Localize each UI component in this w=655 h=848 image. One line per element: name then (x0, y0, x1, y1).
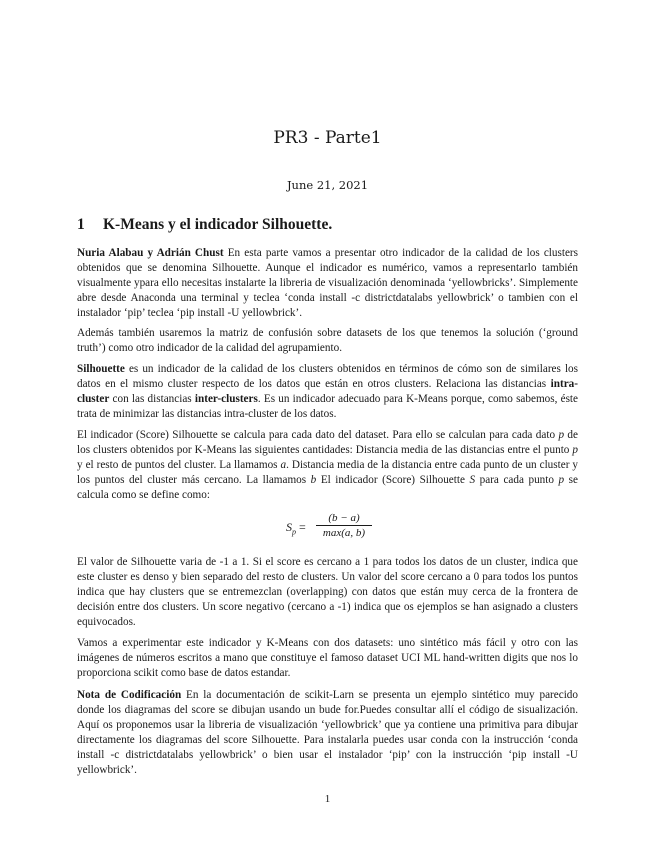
silhouette-formula (0, 512, 655, 546)
formula-lhs (286, 520, 306, 536)
section-heading (77, 216, 577, 234)
fraction-bar (316, 525, 372, 526)
page-number: 1 (324, 793, 331, 805)
term-inter-clusters: inter-clusters (194, 392, 258, 405)
math-var: a (280, 458, 287, 471)
paragraph-score-interpretation (77, 555, 578, 630)
text-run: . Distancia media de la distancia entre cada punto de un cluster y los puntos del cluster más cercano. La llamamos (77, 458, 578, 486)
paragraph-text: El valor de Silhouette varia de -1 a 1. Si el score es cercano a 1 para todos los datos de un cluster, indica que este cluster es denso y bien separado del resto de clusters. Un valor del score cercano a 0 para todos los puntos indica que hay clusters que se entremezclan (overlapping) con datos que están muy cerca de la frontera de decisión entre dos clusters. Un score negativo (cercano a -1) indica que os ejemplos se han asignado a clusters equivocados. (77, 556, 578, 628)
math-var: S (469, 473, 476, 486)
paragraph-text: En esta parte vamos a presentar otro indicador de la calidad de los clusters obtenidos que se denomina Silhouette. Aunque el indicador es numérico, vamos a representarlo también visualmente ypara ello necesitas instalarte la libreria de visualización denominada ‘yellowbricks’. Simplemente abre desde Anaconda una terminal y teclea ‘conda install -c districtdatalabs yellowbrick’ o tambien con el instalador ‘pip’ teclea ‘pip install -U yellowbrick’. (77, 247, 578, 319)
text-run: El indicador (Score) Silhouette se calcula para cada dato del dataset. Para ello se calculan para cada dato (77, 429, 559, 441)
paragraph-text: Vamos a experimentar este indicador y K-Means con dos datasets: uno sintético más fácil y otro con las imágenes de números escritos a mano que constituye el famoso dataset UCI ML hand-written digits que nos lo proporciona scikit como base de datos estandar. (77, 637, 578, 679)
text-run: . Es un indicador adecuado para K-Means porque, como sabemos, éste trata de minimizar las distancias intra-cluster de los datos. (77, 392, 578, 420)
paragraph-coding-note (77, 688, 578, 777)
text-run: de los clusters obtenidos por K-Means las siguientes cantidades: Distancia media de las distancias entre el punto (77, 429, 578, 456)
section-title: K-Means y el indicador Silhouette. (103, 216, 333, 233)
text-run: con las distancias (109, 392, 195, 405)
text-run: es un indicador de la calidad de los clusters obtenidos en términos de cómo son de similares los datos en el mismo cluster respecto de los datos que están en otros clusters. Relaciona las distancias (77, 363, 578, 390)
text-run: para cada punto (475, 473, 559, 486)
formula-numerator: (b − a) (328, 512, 360, 524)
formula-denominator: max(a, b) (322, 527, 366, 539)
math-var: b (310, 473, 317, 486)
formula-fraction (316, 512, 372, 539)
paragraph-intro (77, 246, 578, 321)
math-var: p (558, 429, 565, 441)
term-intra-cluster: intra-cluster (77, 377, 578, 405)
paragraph-silhouette-definition (77, 362, 578, 422)
text-run: se calcula como se define como: (77, 473, 578, 501)
coding-note-label: Nota de Codificación (77, 689, 182, 701)
paragraph-text: Además también usaremos la matriz de confusión sobre datasets de los que tenemos la solución (‘ground truth’) como otro indicador de la calidad del agrupamiento. (77, 327, 578, 354)
document-date: June 21, 2021 (286, 178, 369, 192)
formula-subscript: p (292, 527, 296, 537)
math-var: p (558, 473, 565, 486)
paragraph-datasets (77, 636, 578, 681)
formula-equals: = (296, 520, 306, 534)
paragraph-score-computation (77, 428, 578, 503)
formula-symbol: S (286, 520, 292, 534)
section-number: 1 (77, 216, 85, 233)
text-run: El indicador (Score) Silhouette (316, 473, 470, 486)
paragraph-confusion-matrix (77, 326, 578, 356)
paragraph-text: En la documentación de scikit-Larn se presenta un ejemplo sintético muy parecido donde los diagramas del score se dibujan usando un bude for.Puedes consultar allí el código de sisualización. Aquí os proponemos usar la libreria de visualización ‘yellowbrick’ que ya contiene una primitiva para dibujar directamente los diagramas del score Silhouette. Para instalarla puedes usar conda con la instrucción ‘conda install -c districtdatalabs yellowbrick’ o bien usar el instalador ‘pip’ con la instrucción ‘pip install -U yellowbrick’. (77, 689, 578, 776)
term-silhouette: Silhouette (77, 363, 125, 375)
text-run: y el resto de puntos del cluster. La llamamos (77, 458, 281, 471)
math-var: p (572, 443, 578, 456)
document-title: PR3 - Parte1 (273, 128, 382, 148)
authors: Nuria Alabau y Adrián Chust (77, 247, 224, 259)
